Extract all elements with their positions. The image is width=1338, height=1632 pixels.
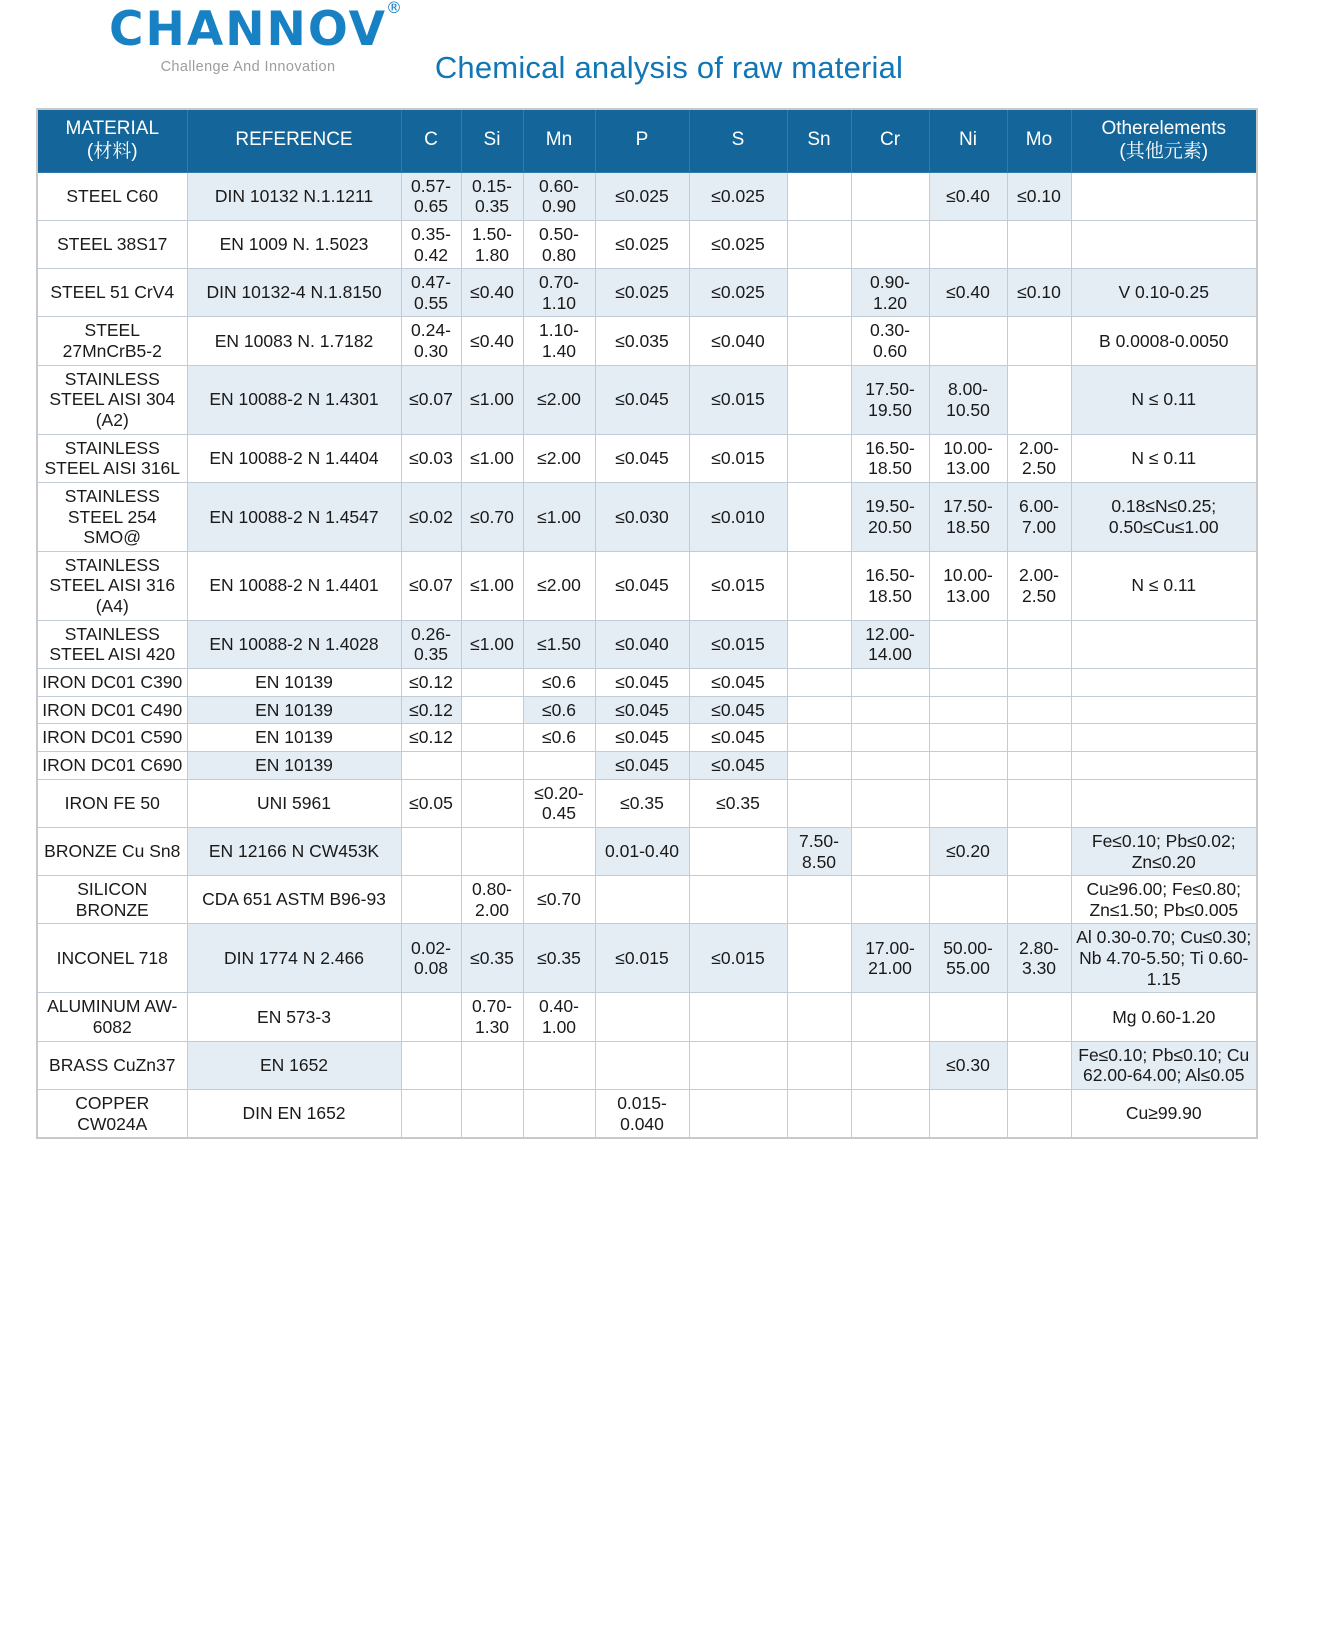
cell-si: 0.15-0.35 <box>461 172 523 220</box>
cell-si <box>461 696 523 724</box>
cell-p: ≤0.045 <box>595 365 689 434</box>
cell-p <box>595 993 689 1041</box>
cell-si: ≤0.40 <box>461 317 523 365</box>
cell-p: ≤0.045 <box>595 551 689 620</box>
cell-s: ≤0.045 <box>689 669 787 697</box>
cell-material: IRON FE 50 <box>37 779 187 827</box>
cell-sn <box>787 669 851 697</box>
chemical-analysis-table-wrapper <box>36 108 1256 1139</box>
cell-sn <box>787 751 851 779</box>
cell-material: SILICON BRONZE <box>37 876 187 924</box>
cell-material: BRASS CuZn37 <box>37 1041 187 1089</box>
table-row <box>37 669 1257 697</box>
cell-cr <box>851 724 929 752</box>
cell-sn <box>787 993 851 1041</box>
cell-other <box>1071 669 1257 697</box>
column-header-s <box>689 109 787 172</box>
cell-s <box>689 993 787 1041</box>
cell-ni <box>929 696 1007 724</box>
cell-s: ≤0.015 <box>689 365 787 434</box>
cell-c <box>401 1089 461 1138</box>
cell-s: ≤0.025 <box>689 220 787 268</box>
cell-cr: 19.50-20.50 <box>851 482 929 551</box>
cell-mn <box>523 1089 595 1138</box>
cell-p: ≤0.030 <box>595 482 689 551</box>
table-row <box>37 827 1257 875</box>
cell-c: ≤0.12 <box>401 696 461 724</box>
cell-si: ≤0.70 <box>461 482 523 551</box>
cell-mo <box>1007 779 1071 827</box>
table-row <box>37 317 1257 365</box>
cell-c: ≤0.03 <box>401 434 461 482</box>
cell-mn: ≤1.50 <box>523 620 595 668</box>
cell-ni <box>929 317 1007 365</box>
cell-ni: ≤0.40 <box>929 269 1007 317</box>
cell-s <box>689 827 787 875</box>
cell-mn: 1.10-1.40 <box>523 317 595 365</box>
cell-ni: 50.00-55.00 <box>929 924 1007 993</box>
cell-other: N ≤ 0.11 <box>1071 551 1257 620</box>
cell-material: STAINLESS STEEL AISI 420 <box>37 620 187 668</box>
cell-cr <box>851 876 929 924</box>
cell-other: Cu≥99.90 <box>1071 1089 1257 1138</box>
cell-mo: ≤0.10 <box>1007 269 1071 317</box>
cell-c: 0.24-0.30 <box>401 317 461 365</box>
cell-c: 0.35-0.42 <box>401 220 461 268</box>
table-row <box>37 1089 1257 1138</box>
cell-s: ≤0.015 <box>689 620 787 668</box>
page-title: Chemical analysis of raw material <box>434 50 904 85</box>
column-header-p <box>595 109 689 172</box>
cell-mo <box>1007 669 1071 697</box>
cell-sn <box>787 551 851 620</box>
cell-mn: ≤0.6 <box>523 696 595 724</box>
table-row <box>37 269 1257 317</box>
cell-sn <box>787 1041 851 1089</box>
cell-reference: EN 1009 N. 1.5023 <box>187 220 401 268</box>
cell-p: ≤0.035 <box>595 317 689 365</box>
cell-si: ≤0.40 <box>461 269 523 317</box>
cell-material: STAINLESS STEEL AISI 316L <box>37 434 187 482</box>
cell-cr: 16.50-18.50 <box>851 434 929 482</box>
cell-si <box>461 827 523 875</box>
cell-other <box>1071 751 1257 779</box>
cell-si: 1.50-1.80 <box>461 220 523 268</box>
cell-ni <box>929 1089 1007 1138</box>
cell-cr <box>851 669 929 697</box>
table-row <box>37 779 1257 827</box>
cell-sn <box>787 696 851 724</box>
column-header-label: P <box>635 129 649 151</box>
cell-reference: CDA 651 ASTM B96-93 <box>187 876 401 924</box>
cell-p: ≤0.025 <box>595 172 689 220</box>
cell-si <box>461 751 523 779</box>
cell-mn: ≤0.70 <box>523 876 595 924</box>
cell-cr: 0.30-0.60 <box>851 317 929 365</box>
cell-other <box>1071 620 1257 668</box>
cell-c: 0.02-0.08 <box>401 924 461 993</box>
cell-p: ≤0.040 <box>595 620 689 668</box>
cell-c: 0.47-0.55 <box>401 269 461 317</box>
cell-cr: 16.50-18.50 <box>851 551 929 620</box>
column-header-label: Otherelements <box>1101 118 1227 139</box>
cell-c <box>401 827 461 875</box>
cell-si: ≤1.00 <box>461 620 523 668</box>
cell-mo <box>1007 620 1071 668</box>
cell-s: ≤0.015 <box>689 924 787 993</box>
cell-sn <box>787 172 851 220</box>
cell-mo <box>1007 317 1071 365</box>
cell-ni <box>929 751 1007 779</box>
cell-other: N ≤ 0.11 <box>1071 434 1257 482</box>
cell-ni: 8.00-10.50 <box>929 365 1007 434</box>
cell-p: ≤0.045 <box>595 724 689 752</box>
cell-mn: ≤0.35 <box>523 924 595 993</box>
cell-s: ≤0.015 <box>689 551 787 620</box>
column-header-label: S <box>731 129 745 151</box>
cell-mn: 0.60-0.90 <box>523 172 595 220</box>
cell-mo: 2.00-2.50 <box>1007 551 1071 620</box>
cell-reference: DIN EN 1652 <box>187 1089 401 1138</box>
cell-mn: 0.50-0.80 <box>523 220 595 268</box>
table-header <box>37 109 1257 172</box>
logo-text: CHANNOV <box>109 2 387 57</box>
cell-ni: ≤0.30 <box>929 1041 1007 1089</box>
cell-si <box>461 1041 523 1089</box>
table-row <box>37 172 1257 220</box>
cell-s: ≤0.040 <box>689 317 787 365</box>
logo-tagline: Challenge And Innovation <box>160 59 336 75</box>
cell-si: ≤1.00 <box>461 551 523 620</box>
column-header-si <box>461 109 523 172</box>
cell-c: 0.26-0.35 <box>401 620 461 668</box>
cell-material: STEEL C60 <box>37 172 187 220</box>
column-header-label: Mn <box>545 129 573 151</box>
cell-other: Fe≤0.10; Pb≤0.02; Zn≤0.20 <box>1071 827 1257 875</box>
cell-reference: EN 12166 N CW453K <box>187 827 401 875</box>
cell-sn <box>787 317 851 365</box>
table-row <box>37 434 1257 482</box>
cell-c: ≤0.02 <box>401 482 461 551</box>
cell-mn: ≤2.00 <box>523 434 595 482</box>
cell-mo <box>1007 220 1071 268</box>
cell-cr <box>851 696 929 724</box>
cell-c <box>401 876 461 924</box>
logo-wordmark <box>109 0 404 57</box>
cell-si: ≤1.00 <box>461 365 523 434</box>
table-row <box>37 220 1257 268</box>
cell-material: STAINLESS STEEL 254 SMO@ <box>37 482 187 551</box>
cell-reference: EN 10088-2 N 1.4401 <box>187 551 401 620</box>
cell-mo <box>1007 876 1071 924</box>
column-header-mn <box>523 109 595 172</box>
cell-cr <box>851 993 929 1041</box>
table-row <box>37 924 1257 993</box>
cell-mo: 2.80-3.30 <box>1007 924 1071 993</box>
column-header-label: Mo <box>1025 129 1053 151</box>
cell-material: STEEL 38S17 <box>37 220 187 268</box>
cell-other <box>1071 724 1257 752</box>
cell-ni: 17.50-18.50 <box>929 482 1007 551</box>
cell-s <box>689 876 787 924</box>
column-header-label: REFERENCE <box>235 129 353 151</box>
cell-s: ≤0.045 <box>689 751 787 779</box>
cell-mn <box>523 827 595 875</box>
cell-mn <box>523 751 595 779</box>
cell-reference: EN 1652 <box>187 1041 401 1089</box>
cell-ni: 10.00-13.00 <box>929 434 1007 482</box>
cell-sn <box>787 620 851 668</box>
cell-mn: ≤2.00 <box>523 551 595 620</box>
cell-other: Al 0.30-0.70; Cu≤0.30; Nb 4.70-5.50; Ti 0.60-1.15 <box>1071 924 1257 993</box>
cell-c: ≤0.07 <box>401 365 461 434</box>
cell-mo <box>1007 827 1071 875</box>
cell-p: ≤0.025 <box>595 220 689 268</box>
cell-s <box>689 1041 787 1089</box>
cell-sn <box>787 269 851 317</box>
cell-other <box>1071 779 1257 827</box>
column-header-c <box>401 109 461 172</box>
column-header-label: Si <box>483 129 501 151</box>
cell-cr <box>851 1089 929 1138</box>
cell-sn <box>787 724 851 752</box>
cell-material: STAINLESS STEEL AISI 304 (A2) <box>37 365 187 434</box>
cell-material: IRON DC01 C590 <box>37 724 187 752</box>
cell-s: ≤0.025 <box>689 172 787 220</box>
table-row <box>37 620 1257 668</box>
cell-reference: EN 10139 <box>187 669 401 697</box>
cell-s <box>689 1089 787 1138</box>
cell-mn: ≤0.20-0.45 <box>523 779 595 827</box>
cell-mo <box>1007 1089 1071 1138</box>
registered-trademark-icon: ® <box>385 0 404 17</box>
cell-other <box>1071 172 1257 220</box>
cell-p: ≤0.35 <box>595 779 689 827</box>
cell-mo: 6.00-7.00 <box>1007 482 1071 551</box>
column-header-ni <box>929 109 1007 172</box>
cell-material: BRONZE Cu Sn8 <box>37 827 187 875</box>
table-row <box>37 482 1257 551</box>
table-row <box>37 696 1257 724</box>
cell-cr <box>851 172 929 220</box>
cell-sn: 7.50-8.50 <box>787 827 851 875</box>
cell-c: ≤0.07 <box>401 551 461 620</box>
cell-reference: DIN 1774 N 2.466 <box>187 924 401 993</box>
cell-p: 0.015-0.040 <box>595 1089 689 1138</box>
cell-other: Mg 0.60-1.20 <box>1071 993 1257 1041</box>
table-row <box>37 751 1257 779</box>
cell-other: N ≤ 0.11 <box>1071 365 1257 434</box>
cell-sn <box>787 220 851 268</box>
cell-reference: EN 10139 <box>187 724 401 752</box>
cell-ni <box>929 220 1007 268</box>
cell-ni <box>929 620 1007 668</box>
cell-mo <box>1007 1041 1071 1089</box>
cell-c: ≤0.05 <box>401 779 461 827</box>
cell-other <box>1071 696 1257 724</box>
column-header-label: MATERIAL <box>65 118 160 139</box>
cell-material: INCONEL 718 <box>37 924 187 993</box>
cell-ni: ≤0.20 <box>929 827 1007 875</box>
cell-s: ≤0.045 <box>689 696 787 724</box>
cell-cr: 17.50-19.50 <box>851 365 929 434</box>
column-header-other <box>1071 109 1257 172</box>
cell-mn <box>523 1041 595 1089</box>
cell-mo <box>1007 365 1071 434</box>
table-row <box>37 724 1257 752</box>
cell-cr: 17.00-21.00 <box>851 924 929 993</box>
cell-p: ≤0.045 <box>595 669 689 697</box>
cell-sn <box>787 482 851 551</box>
cell-mn: ≤1.00 <box>523 482 595 551</box>
table-row <box>37 1041 1257 1089</box>
column-header-label: Ni <box>959 129 977 151</box>
cell-other: B 0.0008-0.0050 <box>1071 317 1257 365</box>
cell-ni <box>929 724 1007 752</box>
cell-material: IRON DC01 C390 <box>37 669 187 697</box>
cell-si <box>461 724 523 752</box>
cell-other: V 0.10-0.25 <box>1071 269 1257 317</box>
cell-si <box>461 669 523 697</box>
column-header-label-cn: (材料) <box>86 140 138 162</box>
cell-mn: ≤0.6 <box>523 724 595 752</box>
cell-other: Fe≤0.10; Pb≤0.10; Cu 62.00-64.00; Al≤0.05 <box>1071 1041 1257 1089</box>
table-row <box>37 993 1257 1041</box>
cell-material: IRON DC01 C690 <box>37 751 187 779</box>
cell-mo <box>1007 993 1071 1041</box>
cell-reference: EN 10088-2 N 1.4028 <box>187 620 401 668</box>
cell-sn <box>787 779 851 827</box>
cell-ni <box>929 669 1007 697</box>
column-header-sn <box>787 109 851 172</box>
cell-cr <box>851 1041 929 1089</box>
cell-p <box>595 876 689 924</box>
column-header-mo <box>1007 109 1071 172</box>
cell-c: ≤0.12 <box>401 669 461 697</box>
cell-p: ≤0.045 <box>595 696 689 724</box>
cell-other: Cu≥96.00; Fe≤0.80; Zn≤1.50; Pb≤0.005 <box>1071 876 1257 924</box>
cell-si <box>461 1089 523 1138</box>
cell-s: ≤0.35 <box>689 779 787 827</box>
cell-p: ≤0.045 <box>595 751 689 779</box>
cell-mn: 0.70-1.10 <box>523 269 595 317</box>
cell-ni: 10.00-13.00 <box>929 551 1007 620</box>
cell-mn: ≤2.00 <box>523 365 595 434</box>
cell-mo: 2.00-2.50 <box>1007 434 1071 482</box>
cell-reference: DIN 10132 N.1.1211 <box>187 172 401 220</box>
cell-other: 0.18≤N≤0.25; 0.50≤Cu≤1.00 <box>1071 482 1257 551</box>
cell-p: ≤0.015 <box>595 924 689 993</box>
column-header-cr <box>851 109 929 172</box>
cell-si: ≤0.35 <box>461 924 523 993</box>
cell-s: ≤0.010 <box>689 482 787 551</box>
cell-si: 0.80-2.00 <box>461 876 523 924</box>
cell-s: ≤0.045 <box>689 724 787 752</box>
cell-c: ≤0.12 <box>401 724 461 752</box>
table-row <box>37 365 1257 434</box>
cell-reference: EN 10088-2 N 1.4301 <box>187 365 401 434</box>
cell-material: STEEL 51 CrV4 <box>37 269 187 317</box>
cell-reference: EN 10088-2 N 1.4404 <box>187 434 401 482</box>
cell-mo <box>1007 696 1071 724</box>
table-header-row <box>37 109 1257 172</box>
cell-mo: ≤0.10 <box>1007 172 1071 220</box>
cell-cr <box>851 220 929 268</box>
cell-mo <box>1007 751 1071 779</box>
cell-p: ≤0.045 <box>595 434 689 482</box>
cell-ni <box>929 993 1007 1041</box>
page-header <box>0 0 1338 100</box>
cell-c <box>401 993 461 1041</box>
cell-reference: EN 10139 <box>187 696 401 724</box>
table-body <box>37 172 1257 1138</box>
cell-c <box>401 1041 461 1089</box>
table-row <box>37 551 1257 620</box>
cell-s: ≤0.025 <box>689 269 787 317</box>
cell-s: ≤0.015 <box>689 434 787 482</box>
column-header-label: Cr <box>879 129 901 151</box>
cell-material: STAINLESS STEEL AISI 316 (A4) <box>37 551 187 620</box>
cell-p <box>595 1041 689 1089</box>
cell-reference: UNI 5961 <box>187 779 401 827</box>
table-row <box>37 876 1257 924</box>
cell-reference: EN 10088-2 N 1.4547 <box>187 482 401 551</box>
cell-reference: EN 10139 <box>187 751 401 779</box>
cell-material: IRON DC01 C490 <box>37 696 187 724</box>
column-header-reference <box>187 109 401 172</box>
cell-si: ≤1.00 <box>461 434 523 482</box>
column-header-label-cn: (其他元素) <box>1119 140 1209 162</box>
cell-c <box>401 751 461 779</box>
cell-sn <box>787 1089 851 1138</box>
cell-cr: 0.90-1.20 <box>851 269 929 317</box>
cell-cr <box>851 827 929 875</box>
chemical-analysis-table <box>36 108 1258 1139</box>
cell-p: ≤0.025 <box>595 269 689 317</box>
cell-sn <box>787 876 851 924</box>
cell-sn <box>787 434 851 482</box>
cell-material: ALUMINUM AW-6082 <box>37 993 187 1041</box>
cell-c: 0.57-0.65 <box>401 172 461 220</box>
cell-reference: EN 10083 N. 1.7182 <box>187 317 401 365</box>
cell-reference: DIN 10132-4 N.1.8150 <box>187 269 401 317</box>
cell-si: 0.70-1.30 <box>461 993 523 1041</box>
cell-cr <box>851 751 929 779</box>
cell-ni: ≤0.40 <box>929 172 1007 220</box>
cell-mn: 0.40-1.00 <box>523 993 595 1041</box>
cell-ni <box>929 876 1007 924</box>
cell-si <box>461 779 523 827</box>
cell-reference: EN 573-3 <box>187 993 401 1041</box>
column-header-label: C <box>424 129 438 151</box>
cell-p: 0.01-0.40 <box>595 827 689 875</box>
cell-material: STEEL 27MnCrB5-2 <box>37 317 187 365</box>
cell-cr <box>851 779 929 827</box>
cell-cr: 12.00-14.00 <box>851 620 929 668</box>
column-header-material <box>37 109 187 172</box>
cell-mn: ≤0.6 <box>523 669 595 697</box>
column-header-label: Sn <box>807 129 831 151</box>
cell-sn <box>787 365 851 434</box>
cell-other <box>1071 220 1257 268</box>
cell-ni <box>929 779 1007 827</box>
cell-mo <box>1007 724 1071 752</box>
cell-sn <box>787 924 851 993</box>
cell-material: COPPER CW024A <box>37 1089 187 1138</box>
